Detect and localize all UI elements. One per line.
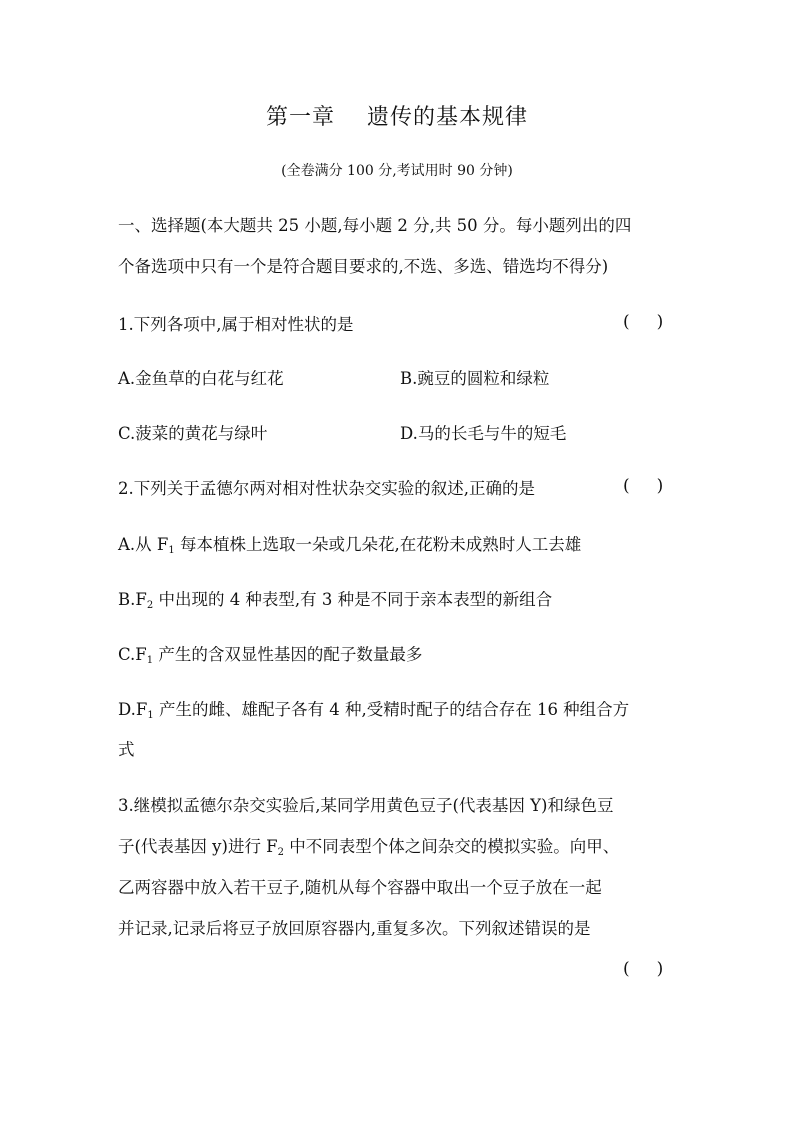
question-2-option-b: $B.F_2$ 中出现的 4 种表型,有 3 种是不同于亲本表型的新组合 [118,590,553,611]
question-1-option-a: A.金鱼草的白花与红花 [118,369,284,388]
question-2-option-d: $D.F_1$ 产生的雌、雄配子各有 4 种,受精时配子的结合存在 16 种组合方 [118,700,630,721]
question-2-stem: 2.下列关于孟德尔两对相对性状杂交实验的叙述,正确的是 [118,479,535,498]
question-3-line-3: 乙两容器中放入若干豆子,随机从每个容器中取出一个豆子放在一起 [118,878,602,897]
question-2-option-c: $C.F_1$ 产生的含双显性基因的配子数量最多 [118,645,423,666]
question-2-answer-blank: ( ) [623,476,664,496]
question-2-option-d-continued: 式 [118,740,135,759]
question-1-stem: 1.下列各项中,属于相对性状的是 [118,315,354,334]
question-1-answer-blank: ( ) [623,312,664,332]
question-3-answer-blank: ( ) [623,959,664,979]
section-heading-line-1: 一、选择题(本大题共 25 小题,每小题 2 分,共 50 分。每小题列出的四 [118,216,632,235]
question-1-option-c: C.菠菜的黄花与绿叶 [118,424,268,443]
question-2-option-a: A.从 $F_1$ 每本植株上选取一朵或几朵花,在花粉未成熟时人工去雄 [118,535,582,556]
question-3-line-2: 子(代表基因 y)进行 $F_2$ 中不同表型个体之间杂交的模拟实验。向甲、 [118,837,620,858]
section-heading-line-2: 个备选项中只有一个是符合题目要求的,不选、多选、错选均不得分) [118,257,609,276]
question-1-option-d: D.马的长毛与牛的短毛 [400,424,567,443]
question-1-option-b: B.豌豆的圆粒和绿粒 [400,369,550,388]
chapter-title: 第一章 遗传的基本规律 [266,105,528,130]
question-3-line-1: 3.继模拟孟德尔杂交实验后,某同学用黄色豆子(代表基因 Y)和绿色豆 [118,796,614,815]
question-3-line-4: 并记录,记录后将豆子放回原容器内,重复多次。下列叙述错误的是 [118,919,591,938]
exam-info: (全卷满分 100 分,考试用时 90 分钟) [281,163,513,179]
